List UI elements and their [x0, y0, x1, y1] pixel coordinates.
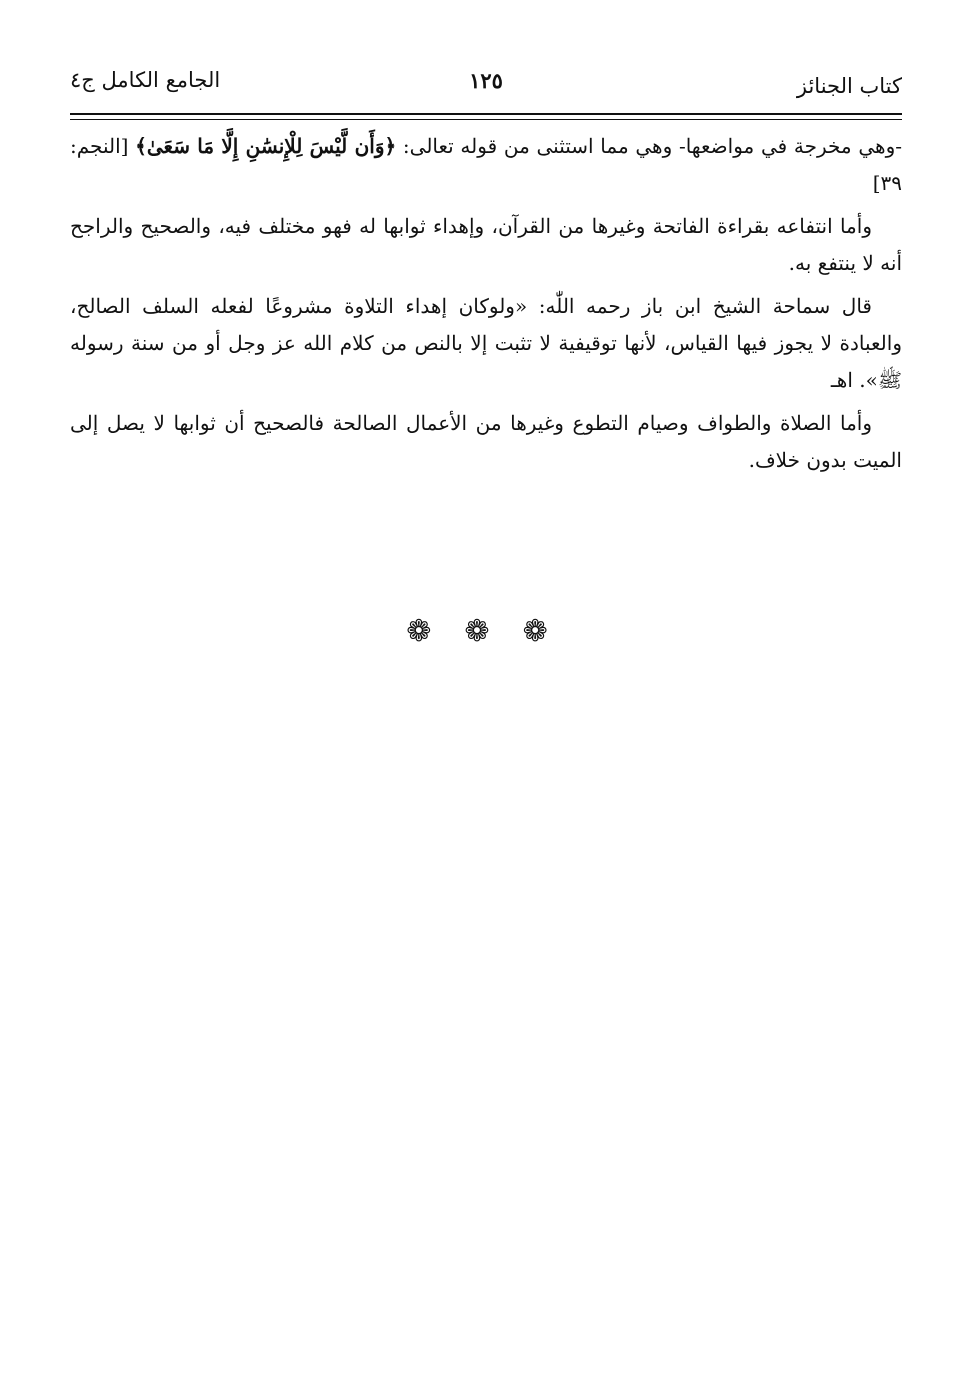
page-number: ١٢٥: [469, 68, 503, 93]
section-end-ornaments: [0, 610, 954, 654]
paragraph-ibn-baz-quote: قال سماحة الشيخ ابن باز رحمه اللّٰه: «ولوكان إهداء التلاوة مشروعًا لفعله السلف الصالح، والعبادة لا يجوز فيها القياس، لأنها توقيفية لا تثبت إلا بالنص من كلام الله عز وجل أو من سنة رسوله ﷺ». اهـ: [70, 294, 902, 392]
paragraph-voluntary-deeds: وأما الصلاة والطواف وصيام التطوع وغيرها من الأعمال الصالحة فالصحيح أن ثوابها لا يصل إلى الميت بدون خلاف.: [70, 411, 902, 472]
flower-ornament-icon: ❁: [522, 614, 548, 649]
page-header: [70, 66, 902, 106]
paragraph-recitation-benefit: وأما انتفاعه بقراءة الفاتحة وغيرها من القرآن، وإهداء ثوابها له فهو مختلف فيه، والصحيح والراجح أنه لا ينتفع به.: [70, 214, 902, 275]
flower-ornament-icon: ❁: [406, 614, 432, 649]
verse-reference: [النجم: ٣٩]: [70, 134, 902, 195]
book-volume-title: الجامع الكامل ج٤: [70, 68, 221, 92]
paragraph-quran-citation: [70, 128, 902, 202]
paragraph-lead-text: -وهي مخرجة في مواضعها- وهي مما استثنى من قوله تعالى:: [396, 134, 902, 158]
page-body: [70, 128, 902, 485]
chapter-title: كتاب الجنائز: [796, 74, 902, 98]
quran-verse: ﴿وَأَن لَّيْسَ لِلْإِنسَٰنِ إِلَّا مَا سَعَىٰ﴾: [135, 134, 397, 158]
header-divider-thick: [70, 113, 902, 115]
flower-ornament-icon: ❁: [464, 614, 490, 649]
header-divider-thin: [70, 119, 902, 120]
